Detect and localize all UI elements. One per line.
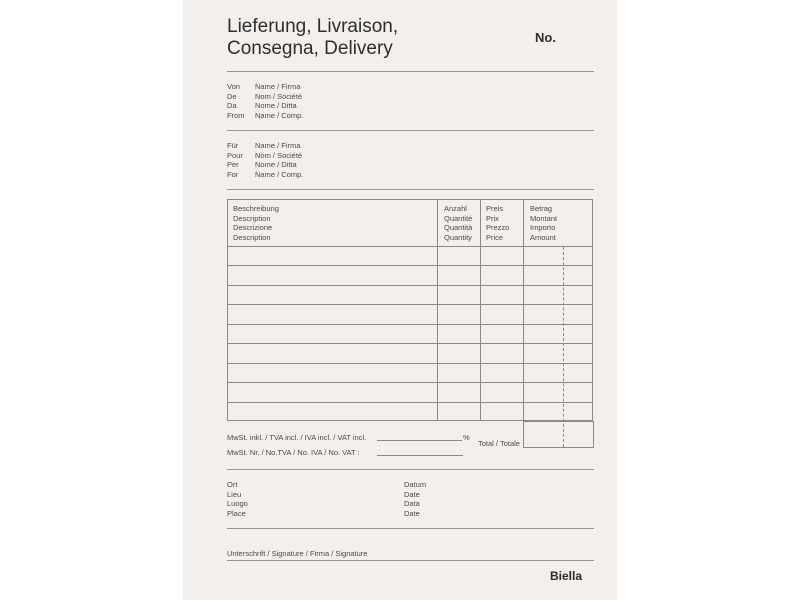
place-labels (227, 480, 248, 518)
header-text: Price (486, 232, 504, 242)
sender-field[interactable]: Name / Firma (255, 82, 301, 91)
sender-label: Da (227, 101, 237, 111)
table-row-line (227, 363, 593, 364)
table-row-line (227, 265, 593, 266)
recipient-field[interactable]: Name / Comp. (255, 169, 304, 179)
header-text: Amount (530, 232, 556, 242)
table-row-line (227, 324, 593, 325)
recipient-field[interactable]: Name / Firma (255, 141, 301, 150)
header-text: Anzahl (444, 204, 467, 213)
vat-number-line[interactable] (377, 455, 463, 456)
number-label: No. (535, 30, 556, 45)
header-text: Descrizione (233, 223, 273, 233)
title-line-2: Consegna, Delivery (227, 38, 393, 59)
sender-field[interactable]: Name / Comp. (255, 110, 304, 120)
header-text: Preis (486, 204, 504, 213)
header-text: Quantité (444, 213, 473, 223)
header-text: Importo (530, 223, 556, 233)
header-text: Betrag (530, 204, 553, 213)
header-text: Description (233, 232, 271, 242)
sender-label: Von (227, 82, 240, 91)
table-row-line (227, 285, 593, 286)
sender-block (227, 82, 303, 120)
table-row-line (227, 402, 593, 403)
divider (227, 528, 594, 529)
recipient-label: Pour (227, 150, 243, 160)
header-text: Prezzo (486, 223, 510, 233)
header-description (233, 204, 279, 242)
place-label: Luogo (227, 499, 248, 509)
date-label: Datum (404, 480, 427, 489)
recipient-field[interactable]: Nome / Ditta (255, 160, 297, 170)
brand-logo: Biella (550, 569, 583, 583)
divider (227, 130, 594, 131)
place-label: Lieu (227, 489, 242, 499)
sender-label: De (227, 91, 237, 101)
table-row-line (227, 382, 593, 383)
recipient-field[interactable]: Nom / Société (255, 150, 303, 160)
sender-field[interactable]: Nome / Ditta (255, 101, 297, 111)
signature-label: Unterschrift / Signature / Firma / Signature (227, 549, 368, 558)
header-text: Beschreibung (233, 204, 279, 213)
date-labels (404, 480, 426, 518)
place-label: Ort (227, 480, 238, 489)
column-divider (523, 199, 524, 421)
header-text: Prix (486, 213, 499, 223)
divider (227, 71, 594, 72)
header-quantity (444, 204, 472, 242)
table-row-line (227, 343, 593, 344)
header-text: Description (233, 213, 271, 223)
recipient-label: For (227, 169, 239, 179)
header-text: Montant (530, 213, 558, 223)
vat-rate-line[interactable] (377, 440, 462, 441)
title-line-1: Lieferung, Livraison, (227, 16, 399, 37)
header-text: Quantità (444, 223, 473, 233)
divider (227, 469, 594, 470)
date-label: Date (404, 508, 420, 518)
form-title (227, 16, 398, 60)
recipient-label: Für (227, 141, 239, 150)
table-row-line (227, 246, 593, 247)
column-divider (437, 199, 438, 421)
total-amount-box[interactable] (523, 421, 594, 448)
table-row-line (227, 304, 593, 305)
recipient-label: Per (227, 160, 239, 170)
signature-line[interactable] (227, 560, 594, 561)
decimal-divider (563, 247, 564, 447)
header-text: Quantity (444, 232, 472, 242)
sender-label: From (227, 110, 245, 120)
vat-included-label: MwSt. inkl. / TVA incl. / IVA incl. / VAT incl. (227, 433, 367, 442)
date-label: Date (404, 489, 420, 499)
vat-number-label: MwSt. Nr. / No.TVA / No. IVA / No. VAT : (227, 448, 360, 457)
recipient-block (227, 141, 303, 179)
vat-percent-sign: % (463, 433, 470, 442)
place-label: Place (227, 508, 246, 518)
header-amount (530, 204, 557, 242)
sender-field[interactable]: Nom / Société (255, 91, 303, 101)
total-label: Total / Totale (478, 439, 520, 448)
date-label: Data (404, 499, 420, 509)
header-price (486, 204, 509, 242)
column-divider (480, 199, 481, 421)
divider (227, 189, 594, 190)
